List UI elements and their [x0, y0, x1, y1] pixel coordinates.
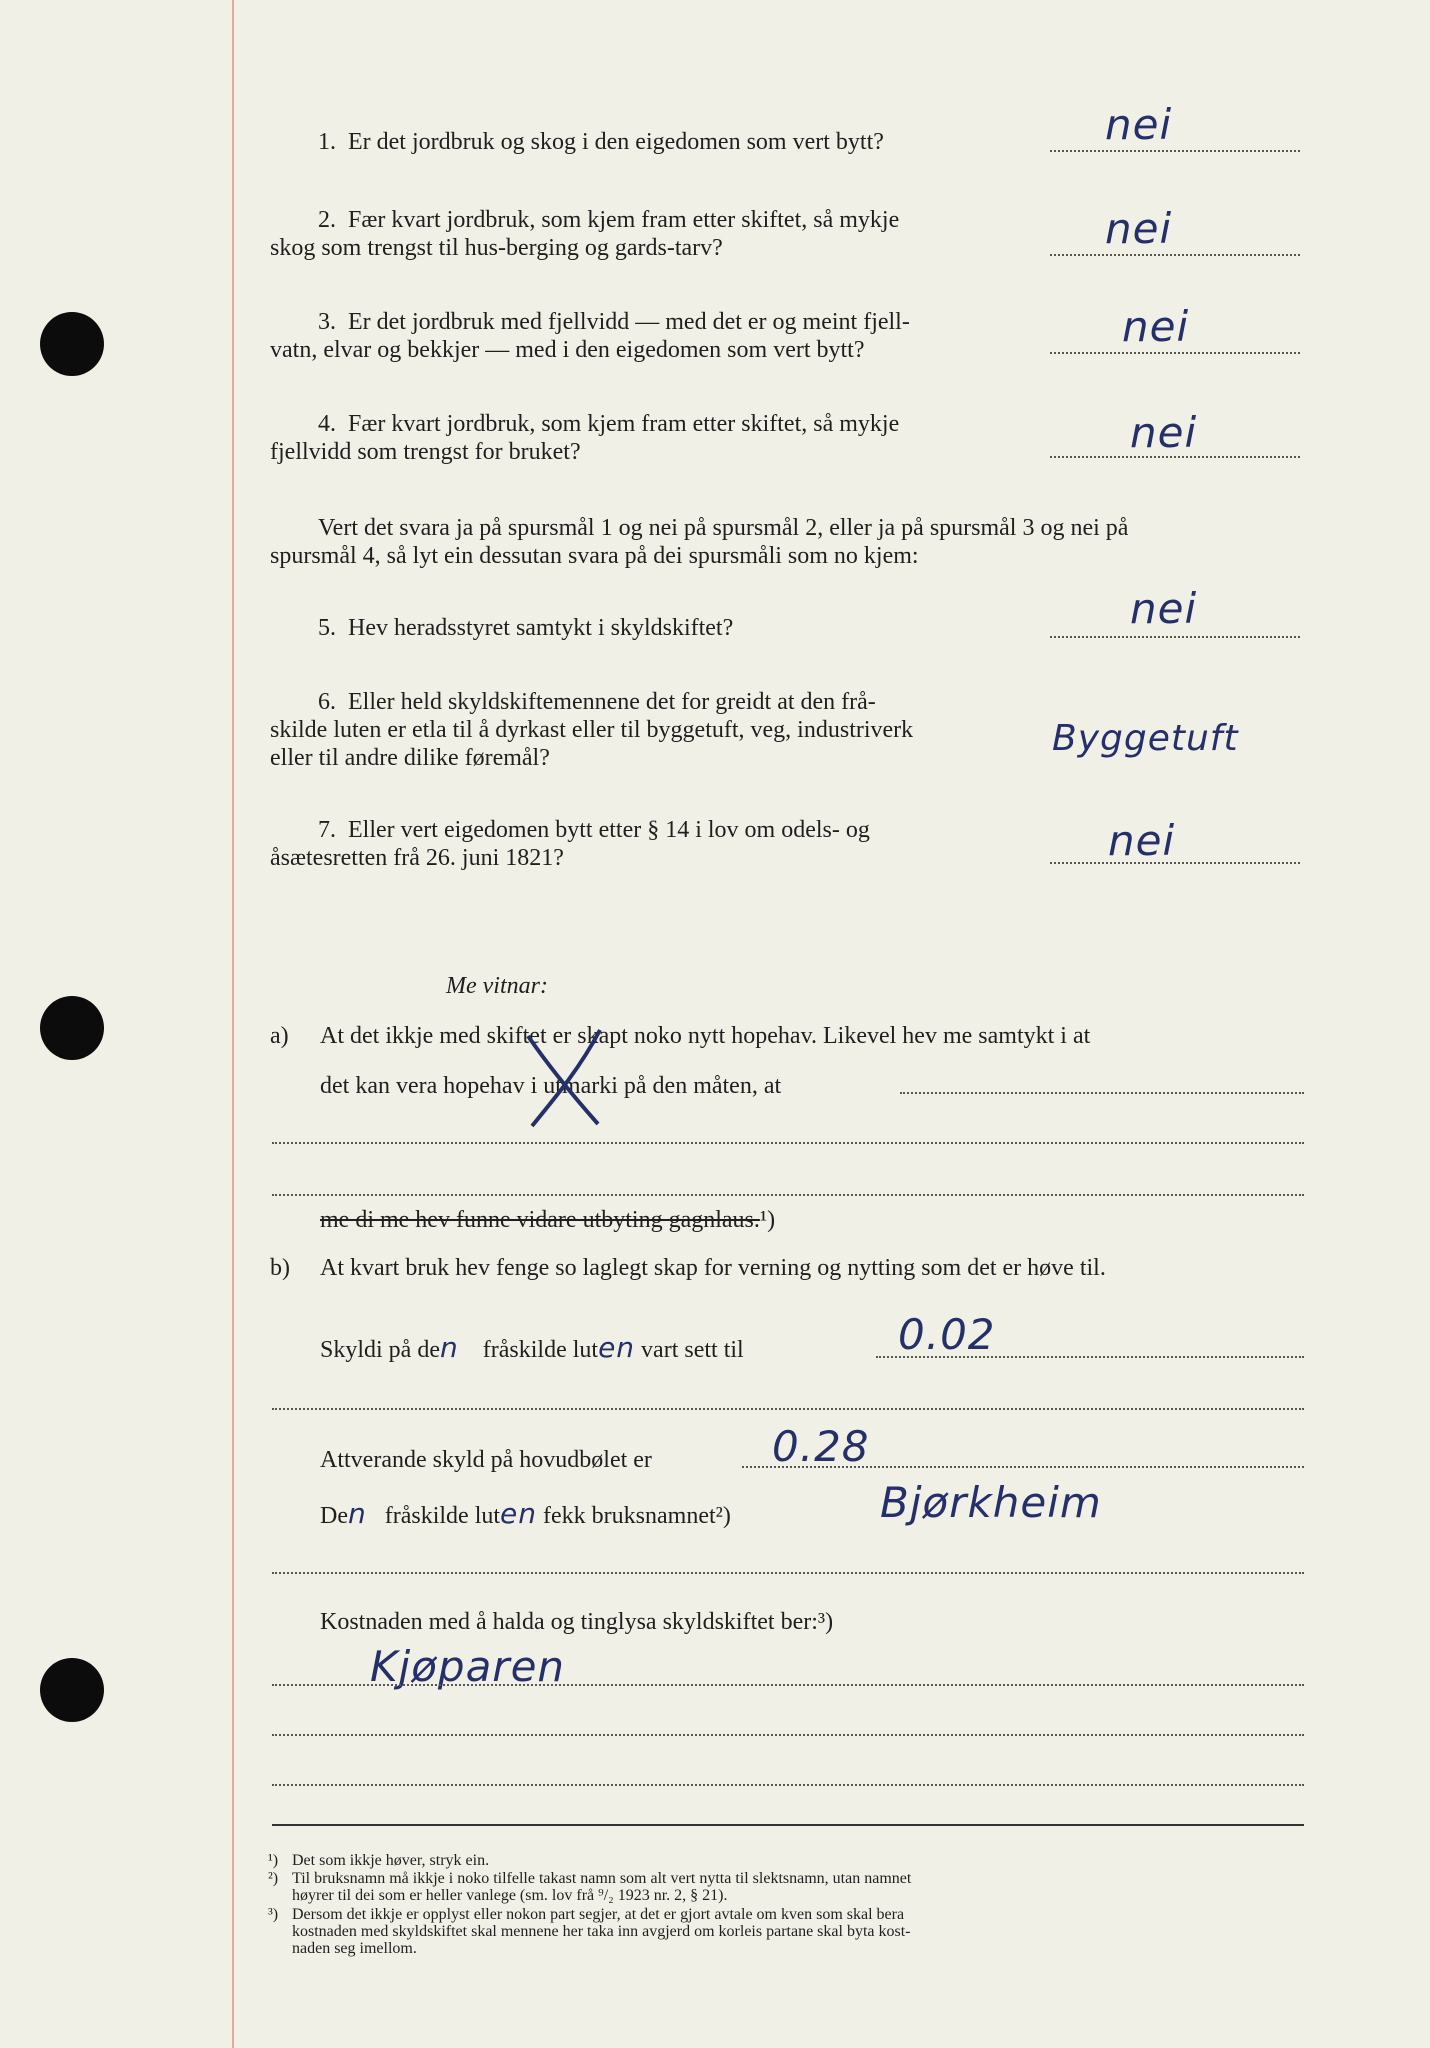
answer-7-handwriting: nei [1108, 816, 1176, 865]
answer-line-5 [1050, 636, 1300, 638]
question-5: 5. Hev heradsstyret samtykt i skyldskiftet? [318, 615, 734, 641]
blank-line-5 [272, 1684, 1304, 1686]
blank-line-6 [272, 1734, 1304, 1736]
question-3: 3. Er det jordbruk med fjellvidd — med det er og meint fjell- vatn, elvar og bekkjer — med i den eigedomen som vert bytt? [270, 309, 910, 363]
kostnad-value-handwriting: Kjøparen [370, 1642, 566, 1691]
witness-a-struck: me di me hev funne vidare utbyting gagnlaus.¹) [320, 1207, 776, 1233]
kostnad-label: Kostnaden med å halda og tinglysa skyldskiftet ber:³) [320, 1609, 834, 1635]
answer-line-1 [1050, 150, 1300, 152]
bruksnamn-value-handwriting: Bjørkheim [880, 1478, 1102, 1527]
question-2: 2. Fær kvart jordbruk, som kjem fram etter skiftet, så mykje skog som trengst til hus-berging og gards-tarv? [270, 207, 900, 261]
attverande-value-handwriting: 0.28 [772, 1422, 870, 1471]
skyld-value-handwriting: 0.02 [898, 1310, 996, 1359]
blank-line-3 [272, 1408, 1304, 1410]
witness-b-line: At kvart bruk hev fenge so laglegt skap for verning og nytting som det er høve til. [320, 1255, 1106, 1281]
question-4: 4. Fær kvart jordbruk, som kjem fram etter skiftet, så mykje fjellvidd som trengst for bruket? [270, 411, 900, 465]
blank-line-2 [272, 1194, 1304, 1196]
skyld-row: Skyldi på den fråskilde luten vart sett til [320, 1331, 744, 1364]
blank-line-1 [272, 1142, 1304, 1144]
footnote-1: ¹) Det som ikkje høver, stryk ein. [268, 1852, 490, 1869]
bruksnamn-row: Den fråskilde luten fekk bruksnamnet²) [320, 1497, 731, 1530]
punch-hole-top [40, 312, 104, 376]
intro-line-2: spursmål 4, så lyt ein dessutan svara på dei spursmåli som no kjem: [270, 543, 919, 569]
punch-hole-bottom [40, 1658, 104, 1722]
question-1: 1. Er det jordbruk og skog i den eigedomen som vert bytt? [318, 129, 884, 155]
footnote-2: ²) Til bruksnamn må ikkje i noko tilfelle takast namn som alt vert nytta til slektsnamn, utan namnet høyrer til dei som er heller vanlege (sm. lov frå ⁹/₂ 1923 nr. 2, § 21). [268, 1870, 912, 1904]
witness-a-label: a) [270, 1023, 289, 1049]
answer-4-handwriting: nei [1130, 408, 1198, 457]
attverande-label: Attverande skyld på hovudbølet er [320, 1447, 652, 1473]
footnote-3: ³) Dersom det ikkje er opplyst eller nokon part segjer, at det er gjort avtale om kven som skal bera kostnaden med skyldskiftet skal mennene her taka inn avgjerd om korleis partane skal byta kost- naden seg imellom. [268, 1906, 911, 1957]
strike-cross-mark [520, 1028, 620, 1128]
witness-a-line-2: det kan vera hopehav i utmarki på den måten, at [320, 1073, 782, 1099]
answer-3-handwriting: nei [1122, 302, 1190, 351]
witness-b-label: b) [270, 1255, 290, 1281]
answer-line-3 [1050, 352, 1300, 354]
witness-a-line-1: At det ikkje med skiftet er skapt noko nytt hopehav. Likevel hev me samtykt i at [320, 1023, 1091, 1049]
question-6: 6. Eller held skyldskiftemennene det for greidt at den frå- skilde luten er etla til å dyrkast eller til byggetuft, veg, industriverk eller til andre dilike føremål? [270, 689, 914, 771]
footnote-rule [272, 1824, 1304, 1826]
intro-line-1: Vert det svara ja på spursmål 1 og nei på spursmål 2, eller ja på spursmål 3 og nei på [318, 515, 1129, 541]
answer-5-handwriting: nei [1130, 584, 1198, 633]
margin-line [232, 0, 234, 2048]
question-7: 7. Eller vert eigedomen bytt etter § 14 i lov om odels- og åsætesretten frå 26. juni 1821? [270, 817, 870, 871]
punch-hole-middle [40, 996, 104, 1060]
answer-line-2 [1050, 254, 1300, 256]
blank-line-7 [272, 1784, 1304, 1786]
blank-line-4 [272, 1572, 1304, 1574]
witness-a-fill-line [900, 1092, 1304, 1094]
witness-heading: Me vitnar: [446, 973, 548, 999]
answer-2-handwriting: nei [1105, 204, 1173, 253]
answer-6-handwriting: Byggetuft [1052, 718, 1239, 759]
answer-1-handwriting: nei [1105, 100, 1173, 149]
